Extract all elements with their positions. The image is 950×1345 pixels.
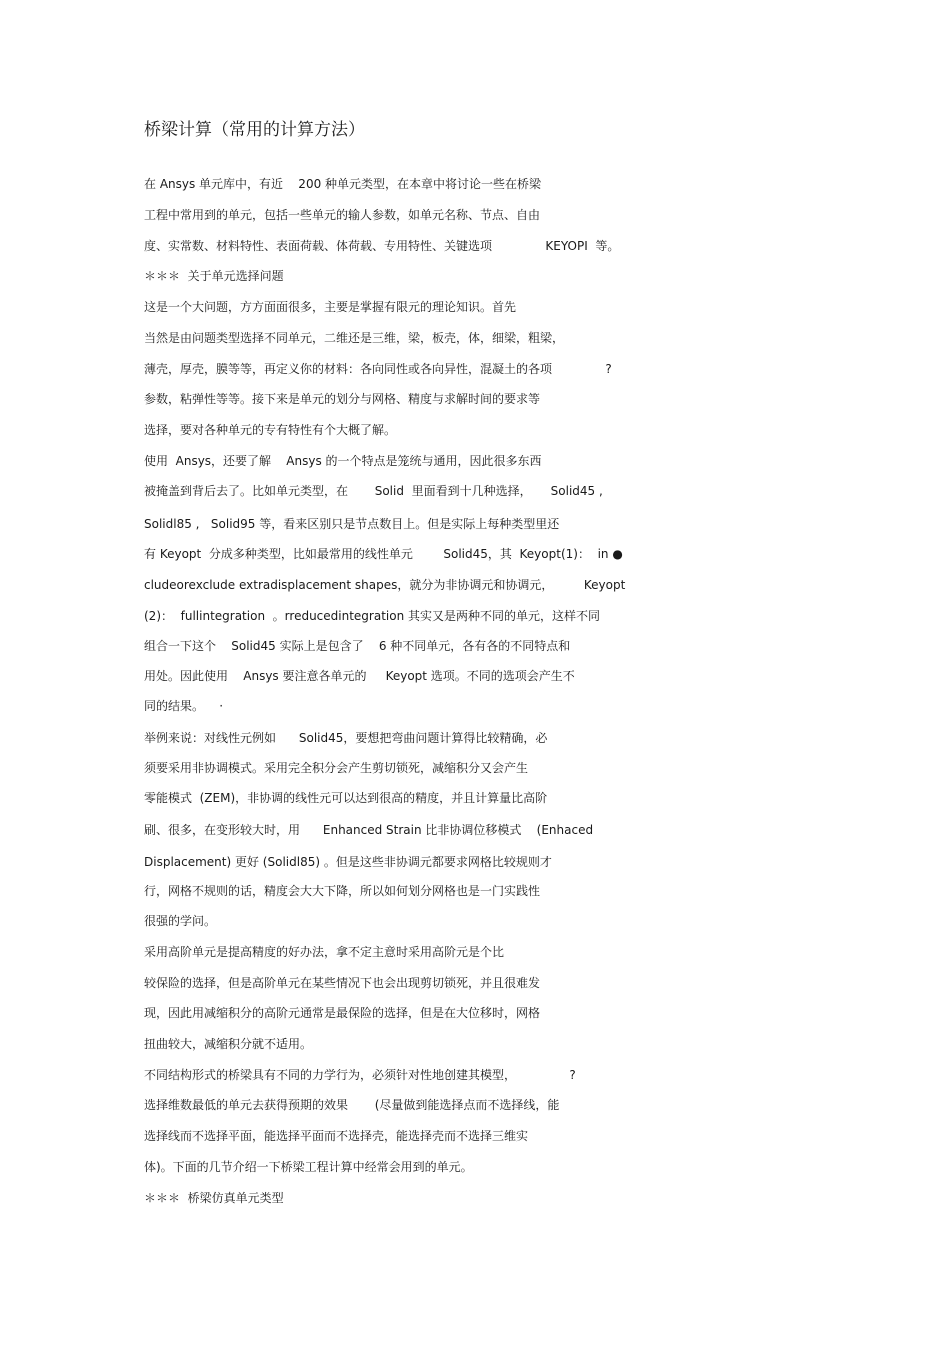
paragraph-line: 这是一个大问题，方方面面很多，主要是掌握有限元的理论知识。首先: [144, 300, 517, 314]
paragraph-line: 度、实常数、材料特性、表面荷载、体荷载、专用特性、关键选项 KEYOPI 等。: [144, 239, 620, 253]
paragraph-line: 同的结果。 ·: [144, 699, 224, 713]
paragraph-line: 很强的学问。: [144, 914, 217, 928]
paragraph-line: 选择维数最低的单元去获得预期的效果 (尽量做到能选择点而不选择线，能: [144, 1098, 560, 1112]
document-title: 桥梁计算（常用的计算方法）: [144, 120, 365, 140]
paragraph-line: 薄壳，厚壳，膜等等，再定义你的材料：各向同性或各向异性，混凝土的各项 ?: [144, 362, 612, 376]
paragraph-line: ＊＊＊ 桥梁仿真单元类型: [144, 1191, 284, 1205]
paragraph-line: 零能模式 (ZEM)，非协调的线性元可以达到很高的精度，并且计算量比高阶: [144, 791, 548, 805]
paragraph-line: 使用 Ansys，还要了解 Ansys 的一个特点是笼统与通用，因此很多东西: [144, 454, 542, 468]
paragraph-line: (2)： fullintegration 。rreducedintegration 其实又是两种不同的单元，这样不同: [144, 609, 601, 623]
paragraph-line: 不同结构形式的桥梁具有不同的力学行为，必须针对性地创建其模型， ?: [144, 1068, 576, 1082]
paragraph-line: 扭曲较大，减缩积分就不适用。: [144, 1037, 313, 1051]
paragraph-line: 参数，粘弹性等等。接下来是单元的划分与网格、精度与求解时间的要求等: [144, 392, 541, 406]
paragraph-line: 组合一下这个 Solid45 实际上是包含了 6 种不同单元，各有各的不同特点和: [144, 639, 571, 653]
paragraph-line: 举例来说：对线性元例如 Solid45，要想把弯曲问题计算得比较精确，必: [144, 731, 548, 745]
paragraph-line: 刷、很多，在变形较大时，用 Enhanced Strain 比非协调位移模式 (Enhaced: [144, 823, 594, 837]
paragraph-line: 采用高阶单元是提高精度的好办法，拿不定主意时采用高阶元是个比: [144, 945, 505, 959]
paragraph-line: 体)。下面的几节介绍一下桥梁工程计算中经常会用到的单元。: [144, 1160, 473, 1174]
paragraph-line: 须要采用非协调模式。采用完全积分会产生剪切锁死，减缩积分又会产生: [144, 761, 529, 775]
paragraph-line: 工程中常用到的单元，包括一些单元的输人参数，如单元名称、节点、自由: [144, 208, 541, 222]
paragraph-line: cludeorexclude extradisplacement shapes，就分为非协调元和协调元， Keyopt: [144, 578, 626, 592]
paragraph-line: 当然是由问题类型选择不同单元，二维还是三维，梁，板壳，体，细梁，粗梁，: [144, 331, 565, 345]
paragraph-line: 用处。因此使用 Ansys 要注意各单元的 Keyopt 选项。不同的选项会产生不: [144, 669, 575, 683]
paragraph-line: Displacement) 更好 (Solidl85) 。但是这些非协调元都要求网格比较规则才: [144, 855, 552, 869]
paragraph-line: 现，因此用减缩积分的高阶元通常是最保险的选择，但是在大位移时，网格: [144, 1006, 541, 1020]
paragraph-line: ＊＊＊ 关于单元选择问题: [144, 269, 284, 283]
paragraph-line: 被掩盖到背后去了。比如单元类型，在 Solid 里面看到十几种选择， Solid45 ,: [144, 484, 603, 498]
paragraph-line: 有 Keyopt 分成多种类型，比如最常用的线性单元 Solid45，其 Keyopt(1)： in ●: [144, 547, 623, 561]
paragraph-line: 选择，要对各种单元的专有特性有个大概了解。: [144, 423, 397, 437]
paragraph-line: 较保险的选择，但是高阶单元在某些情况下也会出现剪切锁死，并且很难发: [144, 976, 541, 990]
paragraph-line: 行，网格不规则的话，精度会大大下降，所以如何划分网格也是一门实践性: [144, 884, 541, 898]
paragraph-line: 选择线而不选择平面，能选择平面而不选择壳，能选择壳而不选择三维实: [144, 1129, 529, 1143]
paragraph-line: Solidl85 , Solid95 等，看来区别只是节点数目上。但是实际上每种类型里还: [144, 517, 560, 531]
paragraph-line: 在 Ansys 单元库中，有近 200 种单元类型，在本章中将讨论一些在桥梁: [144, 177, 542, 191]
